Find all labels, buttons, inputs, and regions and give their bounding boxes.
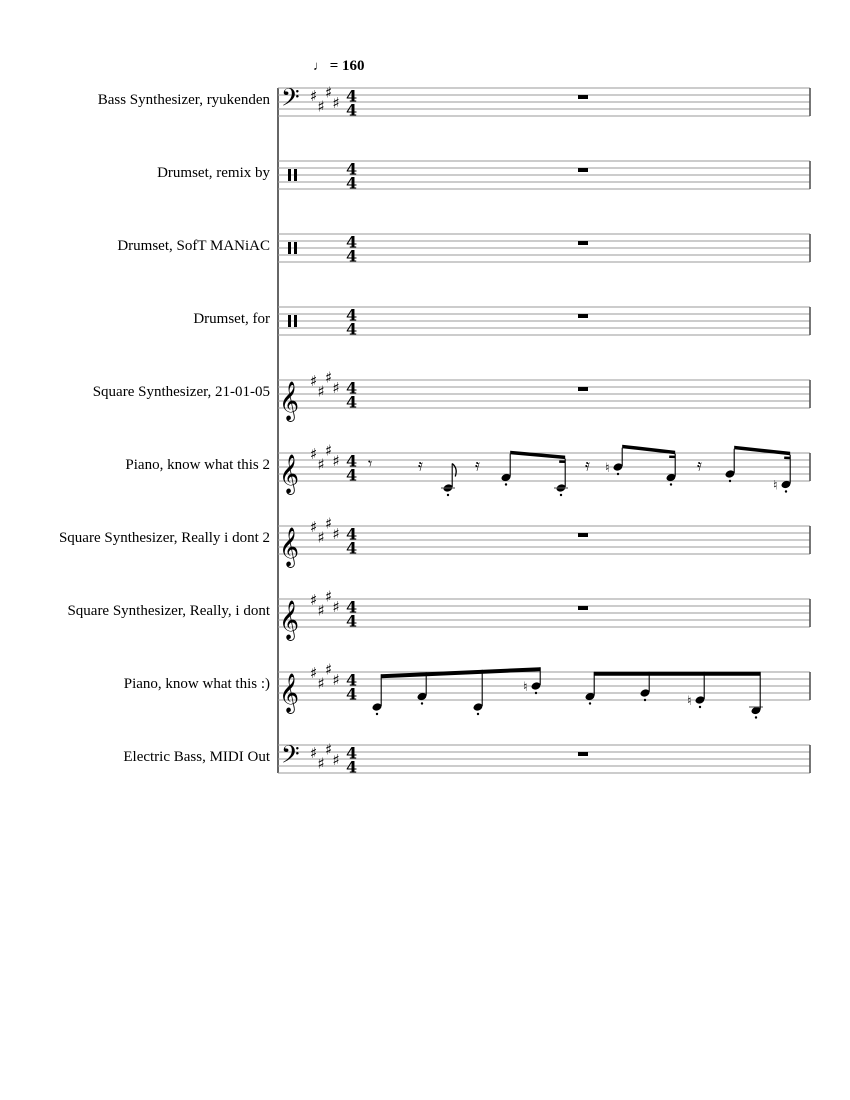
natural-icon: ♮ <box>687 694 692 709</box>
time-signature-numerator: 4 <box>346 159 358 179</box>
whole-rest-icon <box>578 752 588 756</box>
sharp-icon: ♯ <box>317 754 325 773</box>
instrument-label: Square Synthesizer, Really i dont 2 <box>58 530 270 546</box>
time-signature-numerator: 4 <box>346 451 358 471</box>
sharp-icon: ♯ <box>325 83 333 102</box>
time-signature-denominator: 4 <box>346 538 358 558</box>
staccato-dot <box>755 716 757 718</box>
time-signature-denominator: 4 <box>346 611 358 631</box>
whole-rest-icon <box>578 387 588 391</box>
time-signature-numerator: 4 <box>346 86 358 106</box>
time-signature-denominator: 4 <box>346 100 358 120</box>
sharp-icon: ♯ <box>325 660 333 679</box>
natural-icon: ♮ <box>773 478 778 494</box>
staccato-dot <box>699 706 701 708</box>
staccato-dot <box>535 692 537 694</box>
sharp-icon: ♯ <box>310 372 318 390</box>
staff-2 <box>278 233 810 266</box>
staccato-dot <box>589 702 591 704</box>
eighth-rest-icon: 𝄾 <box>368 454 373 474</box>
staccato-dot <box>447 494 449 496</box>
sharp-icon: ♯ <box>317 382 325 401</box>
staccato-dot <box>670 483 672 485</box>
natural-icon: ♮ <box>523 680 528 695</box>
sixteenth-rest-icon: 𝄿 <box>418 455 423 475</box>
staff-4 <box>278 369 810 423</box>
staccato-dot <box>729 480 731 482</box>
sharp-icon: ♯ <box>317 674 325 693</box>
time-signature-denominator: 4 <box>346 684 358 704</box>
time-signature-denominator: 4 <box>346 173 358 193</box>
staccato-dot <box>421 702 423 704</box>
instrument-label: Electric Bass, MIDI Out <box>123 749 270 765</box>
sharp-icon: ♯ <box>310 445 318 463</box>
whole-rest-icon <box>578 533 588 537</box>
sharp-icon: ♯ <box>325 587 333 606</box>
instrument-label: Square Synthesizer, 21-01-05 <box>92 384 270 400</box>
whole-rest-icon <box>578 606 588 610</box>
sharp-icon: ♯ <box>332 671 340 689</box>
instrument-label: Drumset, SofT MANiAC <box>117 238 270 254</box>
sharp-icon: ♯ <box>332 452 340 470</box>
instrument-label: Drumset, for <box>193 311 270 327</box>
instrument-label: Square Synthesizer, Really, i dont <box>67 603 270 619</box>
instrument-label: Piano, know what this :) <box>123 676 270 692</box>
time-signature-numerator: 4 <box>346 232 358 252</box>
time-signature-denominator: 4 <box>346 392 358 412</box>
sharp-icon: ♯ <box>317 528 325 547</box>
staccato-dot <box>505 483 507 485</box>
time-signature-numerator: 4 <box>346 305 358 325</box>
sharp-icon: ♯ <box>317 97 325 116</box>
treble-clef-icon: 𝄞 <box>279 454 300 494</box>
time-signature-numerator: 4 <box>346 378 358 398</box>
whole-rest-icon <box>578 95 588 99</box>
sharp-icon: ♯ <box>332 379 340 397</box>
treble-clef-icon: 𝄞 <box>279 600 300 640</box>
natural-icon: ♮ <box>605 461 610 476</box>
staff-1 <box>278 160 810 193</box>
beam <box>510 451 565 459</box>
sharp-icon: ♯ <box>325 441 333 460</box>
sharp-icon: ♯ <box>310 518 318 536</box>
sharp-icon: ♯ <box>310 87 318 105</box>
instrument-label: Drumset, remix by <box>157 165 270 181</box>
staccato-dot <box>617 473 619 475</box>
staff-7 <box>278 588 810 642</box>
time-signature-denominator: 4 <box>346 319 358 339</box>
percussion-clef-icon <box>288 242 291 254</box>
sixteenth-rest-icon: 𝄿 <box>475 455 480 475</box>
staff-0 <box>278 83 810 120</box>
time-signature-denominator: 4 <box>346 465 358 485</box>
staccato-dot <box>785 490 787 492</box>
treble-clef-icon: 𝄞 <box>279 673 300 713</box>
sharp-icon: ♯ <box>332 751 340 769</box>
sharp-icon: ♯ <box>317 601 325 620</box>
staccato-dot <box>560 494 562 496</box>
bass-clef-icon: 𝄢 <box>281 83 300 117</box>
staff-8 <box>278 661 810 719</box>
percussion-clef-icon <box>288 315 291 327</box>
instrument-label: Piano, know what this 2 <box>125 457 270 473</box>
whole-rest-icon <box>578 314 588 318</box>
staff-5 <box>278 442 810 497</box>
staccato-dot <box>644 699 646 701</box>
sharp-icon: ♯ <box>332 598 340 616</box>
whole-rest-icon <box>578 168 588 172</box>
staccato-dot <box>376 713 378 715</box>
sharp-icon: ♯ <box>310 591 318 609</box>
sixteenth-rest-icon: 𝄿 <box>585 455 590 475</box>
sharp-icon: ♯ <box>310 664 318 682</box>
staff-3 <box>278 306 810 339</box>
treble-clef-icon: 𝄞 <box>279 527 300 567</box>
whole-rest-icon <box>578 241 588 245</box>
time-signature-numerator: 4 <box>346 524 358 544</box>
sharp-icon: ♯ <box>325 740 333 759</box>
staff-6 <box>278 515 810 569</box>
sharp-icon: ♯ <box>325 514 333 533</box>
time-signature-numerator: 4 <box>346 597 358 617</box>
beam <box>734 446 790 455</box>
instrument-label: Bass Synthesizer, ryukenden <box>97 92 270 108</box>
sharp-icon: ♯ <box>317 455 325 474</box>
tempo-text: = 160 <box>329 58 365 74</box>
beam <box>594 672 760 676</box>
treble-clef-icon: 𝄞 <box>279 381 300 421</box>
sharp-icon: ♯ <box>332 94 340 112</box>
time-signature-denominator: 4 <box>346 757 358 777</box>
percussion-clef-icon <box>288 169 291 181</box>
quarter-note-icon: ♩ <box>313 58 326 73</box>
sharp-icon: ♯ <box>310 744 318 762</box>
sharp-icon: ♯ <box>325 368 333 387</box>
bass-clef-icon: 𝄢 <box>281 740 300 774</box>
time-signature-denominator: 4 <box>346 246 358 266</box>
staccato-dot <box>477 713 479 715</box>
time-signature-numerator: 4 <box>346 743 358 763</box>
time-signature-numerator: 4 <box>346 670 358 690</box>
sharp-icon: ♯ <box>332 525 340 543</box>
sixteenth-rest-icon: 𝄿 <box>697 455 702 475</box>
beam <box>381 667 540 678</box>
staff-9 <box>278 740 810 777</box>
